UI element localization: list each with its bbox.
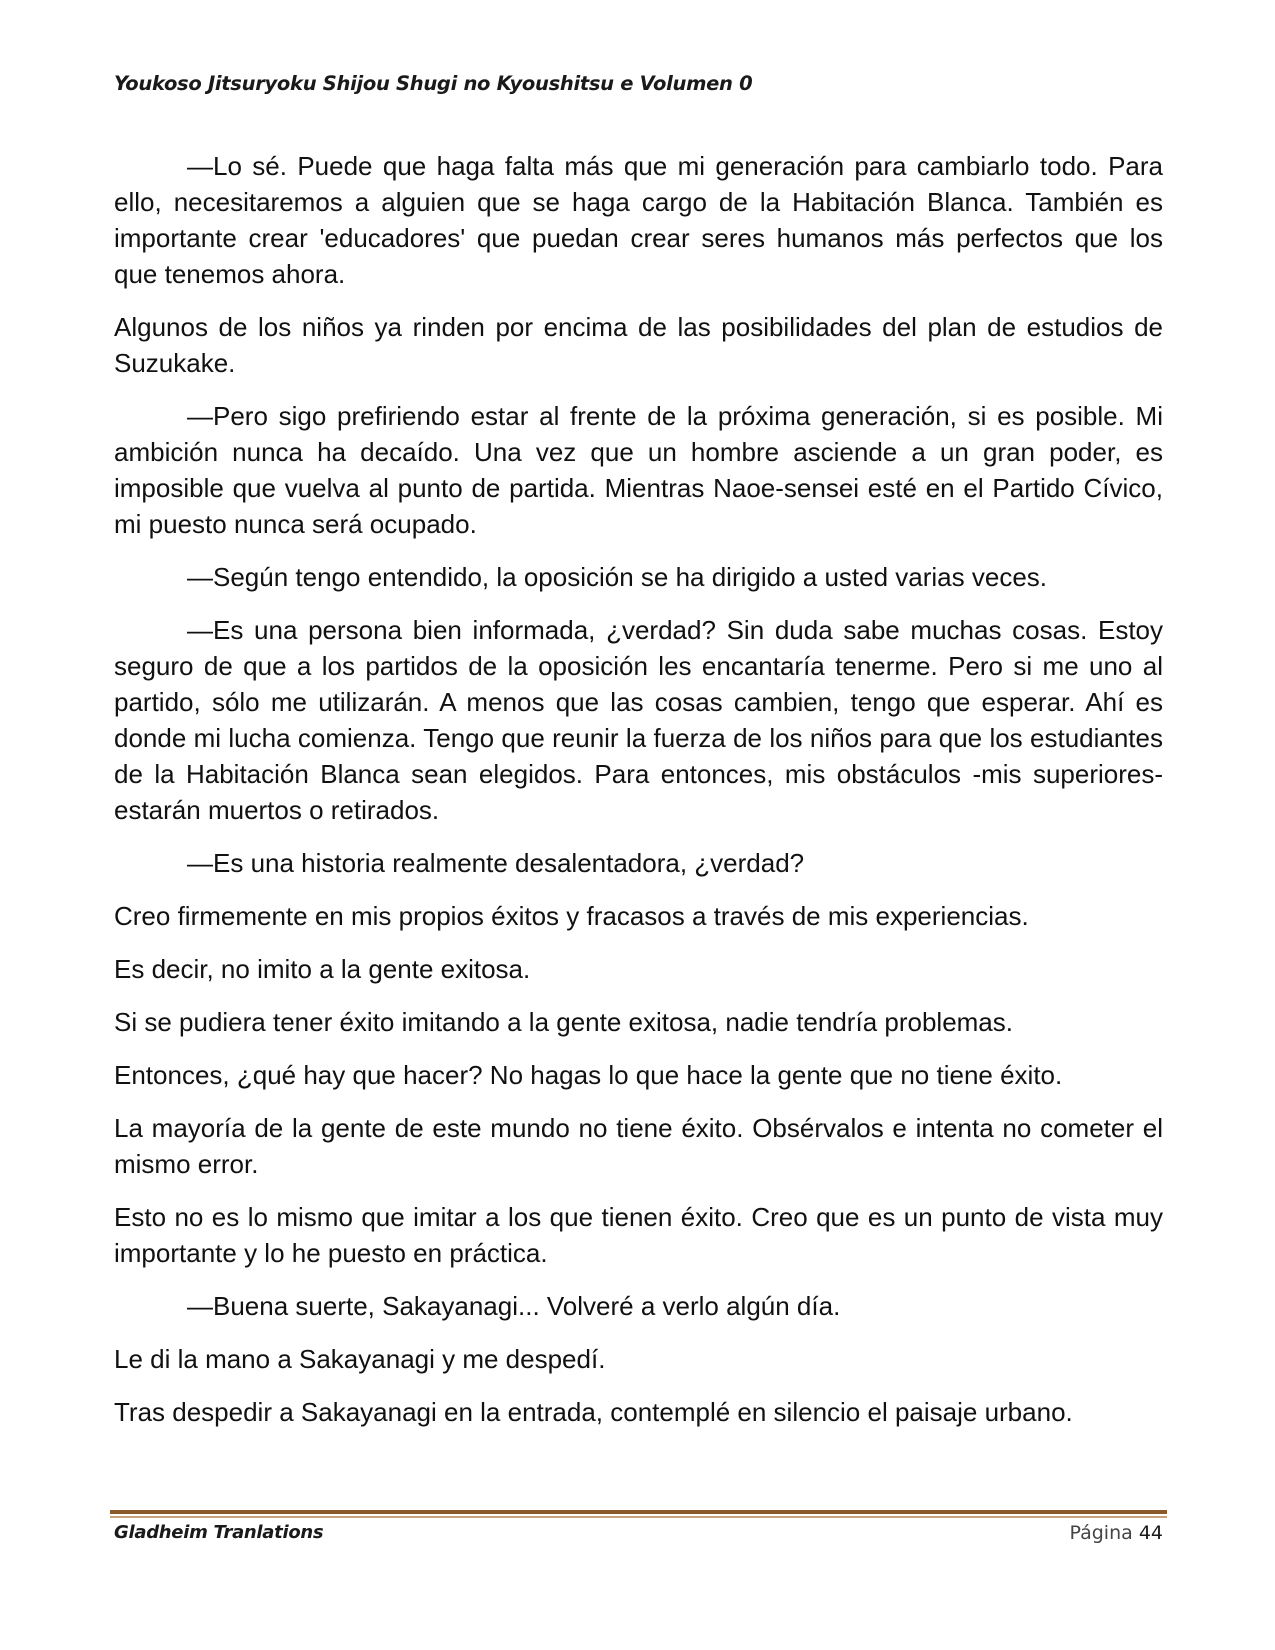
- footer-rule-thin: [110, 1516, 1167, 1518]
- page-number: 44: [1138, 1522, 1163, 1544]
- paragraph-dialog: —Pero sigo prefiriendo estar al frente de la próxima generación, si es posible. Mi ambición nunca ha decaído. Una vez que un hombre asciende a un gran poder, es imposible que vuelva al punto de partida. Mientras Naoe-sensei esté en el Partido Cívico, mi puesto nunca será ocupado.: [114, 401, 1163, 539]
- page-number-block: [1069, 1522, 1163, 1544]
- paragraph: Tras despedir a Sakayanagi en la entrada, contemplé en silencio el paisaje urbano.: [114, 1397, 1073, 1427]
- running-header: Youkoso Jitsuryoku Shijou Shugi no Kyoushitsu e Volumen 0: [114, 72, 753, 95]
- footer-credit: Gladheim Tranlations: [114, 1522, 324, 1543]
- paragraph: Creo firmemente en mis propios éxitos y fracasos a través de mis experiencias.: [114, 901, 1029, 931]
- paragraph: Le di la mano a Sakayanagi y me despedí.: [114, 1344, 606, 1374]
- paragraph-dialog: —Es una persona bien informada, ¿verdad? Sin duda sabe muchas cosas. Estoy seguro de que a los partidos de la oposición les encantaría tenerme. Pero si me uno al partido, sólo me utilizarán. A menos que las cosas cambien, tengo que esperar. Ahí es donde mi lucha comienza. Tengo que reunir la fuerza de los niños para que los estudiantes de la Habitación Blanca sean elegidos. Para entonces, mis obstáculos -mis superiores- estarán muertos o retirados.: [114, 615, 1163, 825]
- chapter-body: [114, 148, 1163, 1447]
- paragraph: Entonces, ¿qué hay que hacer? No hagas lo que hace la gente que no tiene éxito.: [114, 1060, 1063, 1090]
- footer-rule-thick: [110, 1510, 1167, 1514]
- paragraph-dialog: —Lo sé. Puede que haga falta más que mi generación para cambiarlo todo. Para ello, necesitaremos a alguien que se haga cargo de la Habitación Blanca. También es importante crear 'educadores' que puedan crear seres humanos más perfectos que los que tenemos ahora.: [114, 151, 1163, 289]
- paragraph-dialog: —Según tengo entendido, la oposición se ha dirigido a usted varias veces.: [187, 562, 1048, 592]
- paragraph: La mayoría de la gente de este mundo no tiene éxito. Obsérvalos e intenta no cometer el mismo error.: [114, 1113, 1163, 1179]
- paragraph-dialog: —Es una historia realmente desalentadora, ¿verdad?: [187, 848, 805, 878]
- paragraph: Es decir, no imito a la gente exitosa.: [114, 954, 531, 984]
- paragraph: Algunos de los niños ya rinden por encima de las posibilidades del plan de estudios de Suzukake.: [114, 312, 1163, 378]
- paragraph: Si se pudiera tener éxito imitando a la gente exitosa, nadie tendría problemas.: [114, 1007, 1013, 1037]
- paragraph: Esto no es lo mismo que imitar a los que tienen éxito. Creo que es un punto de vista muy importante y lo he puesto en práctica.: [114, 1202, 1163, 1268]
- page-label: Página: [1069, 1522, 1133, 1544]
- paragraph-dialog: —Buena suerte, Sakayanagi... Volveré a verlo algún día.: [187, 1291, 841, 1321]
